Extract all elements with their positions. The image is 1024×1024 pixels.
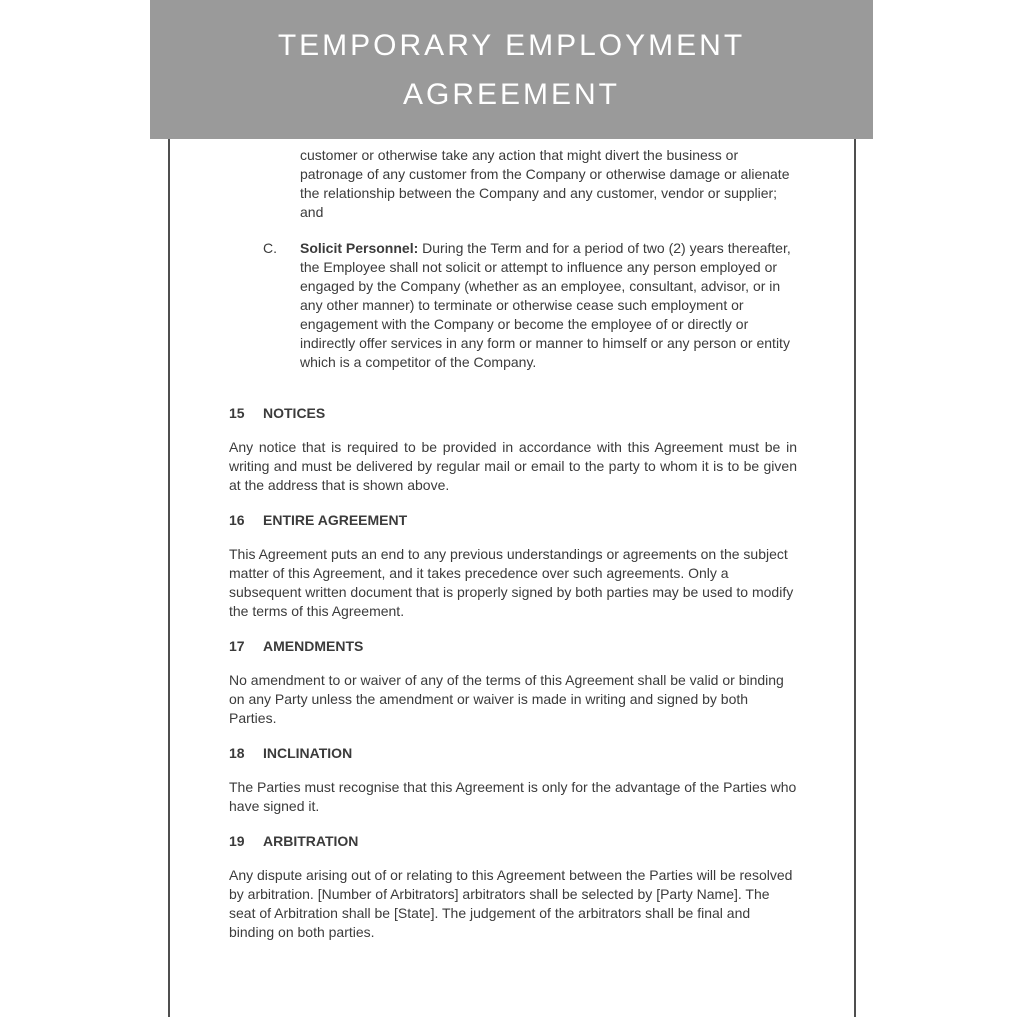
section-number: 19	[229, 833, 245, 849]
document-title: TEMPORARY EMPLOYMENT AGREEMENT	[277, 28, 746, 111]
list-item-c-body	[300, 239, 797, 372]
section-heading-16	[229, 511, 797, 530]
section-heading-17	[229, 637, 797, 656]
section-number: 18	[229, 745, 245, 761]
page-left-edge	[168, 139, 170, 1017]
section-paragraph-18: The Parties must recognise that this Agreement is only for the advantage of the Parties who have signed it.	[229, 779, 797, 814]
page-right-edge	[854, 139, 856, 1017]
title-banner	[150, 0, 873, 139]
section-paragraph-15: Any notice that is required to be provided in accordance with this Agreement must be in writing and must be delivered by regular mail or email to the party to whom it is to be given at the address that is shown above.	[229, 439, 797, 493]
section-paragraph-19: Any dispute arising out of or relating to this Agreement between the Parties will be resolved by arbitration. [Number of Arbitrators] arbitrators shall be selected by [Party Name]. The seat of Arbitration shall be [State]. The judgement of the arbitrators shall be final and binding on both parties.	[229, 867, 793, 940]
document-body	[229, 139, 797, 942]
section-title: AMENDMENTS	[263, 638, 364, 654]
section-paragraph-16: This Agreement puts an end to any previous understandings or agreements on the subject matter of this Agreement, and it takes precedence over such agreements. Only a subsequent written document that is properly signed by both parties may be used to modify the terms of this Agreement.	[229, 546, 794, 619]
section-heading-18	[229, 744, 797, 763]
section-heading-15	[229, 404, 797, 423]
section-number: 16	[229, 512, 245, 528]
section-title: ARBITRATION	[263, 833, 359, 849]
section-title: NOTICES	[263, 405, 326, 421]
list-item-c-lead: Solicit Personnel:	[300, 240, 419, 256]
list-item-c	[229, 239, 797, 372]
section-number: 17	[229, 638, 245, 654]
section-title: ENTIRE AGREEMENT	[263, 512, 408, 528]
continuation-paragraph: customer or otherwise take any action that might divert the business or patronage of any customer from the Company or otherwise damage or alienate the relationship between the Company and any customer, vendor or supplier; and	[300, 147, 790, 220]
section-title: INCLINATION	[263, 745, 353, 761]
section-heading-19	[229, 832, 797, 851]
section-number: 15	[229, 405, 245, 421]
list-item-c-text: During the Term and for a period of two (2) years thereafter, the Employee shall not solicit or attempt to influence any person employed or engaged by the Company (whether as an employee, consultant, advisor, or in any other manner) to terminate or otherwise cease such employment or engagement with the Company or become the employee of or directly or indirectly offer services in any form or manner to himself or any person or entity which is a competitor of the Company.	[300, 240, 791, 370]
section-paragraph-17: No amendment to or waiver of any of the terms of this Agreement shall be valid or binding on any Party unless the amendment or waiver is made in writing and signed by both Parties.	[229, 672, 784, 726]
list-item-c-marker: C.	[263, 240, 277, 256]
